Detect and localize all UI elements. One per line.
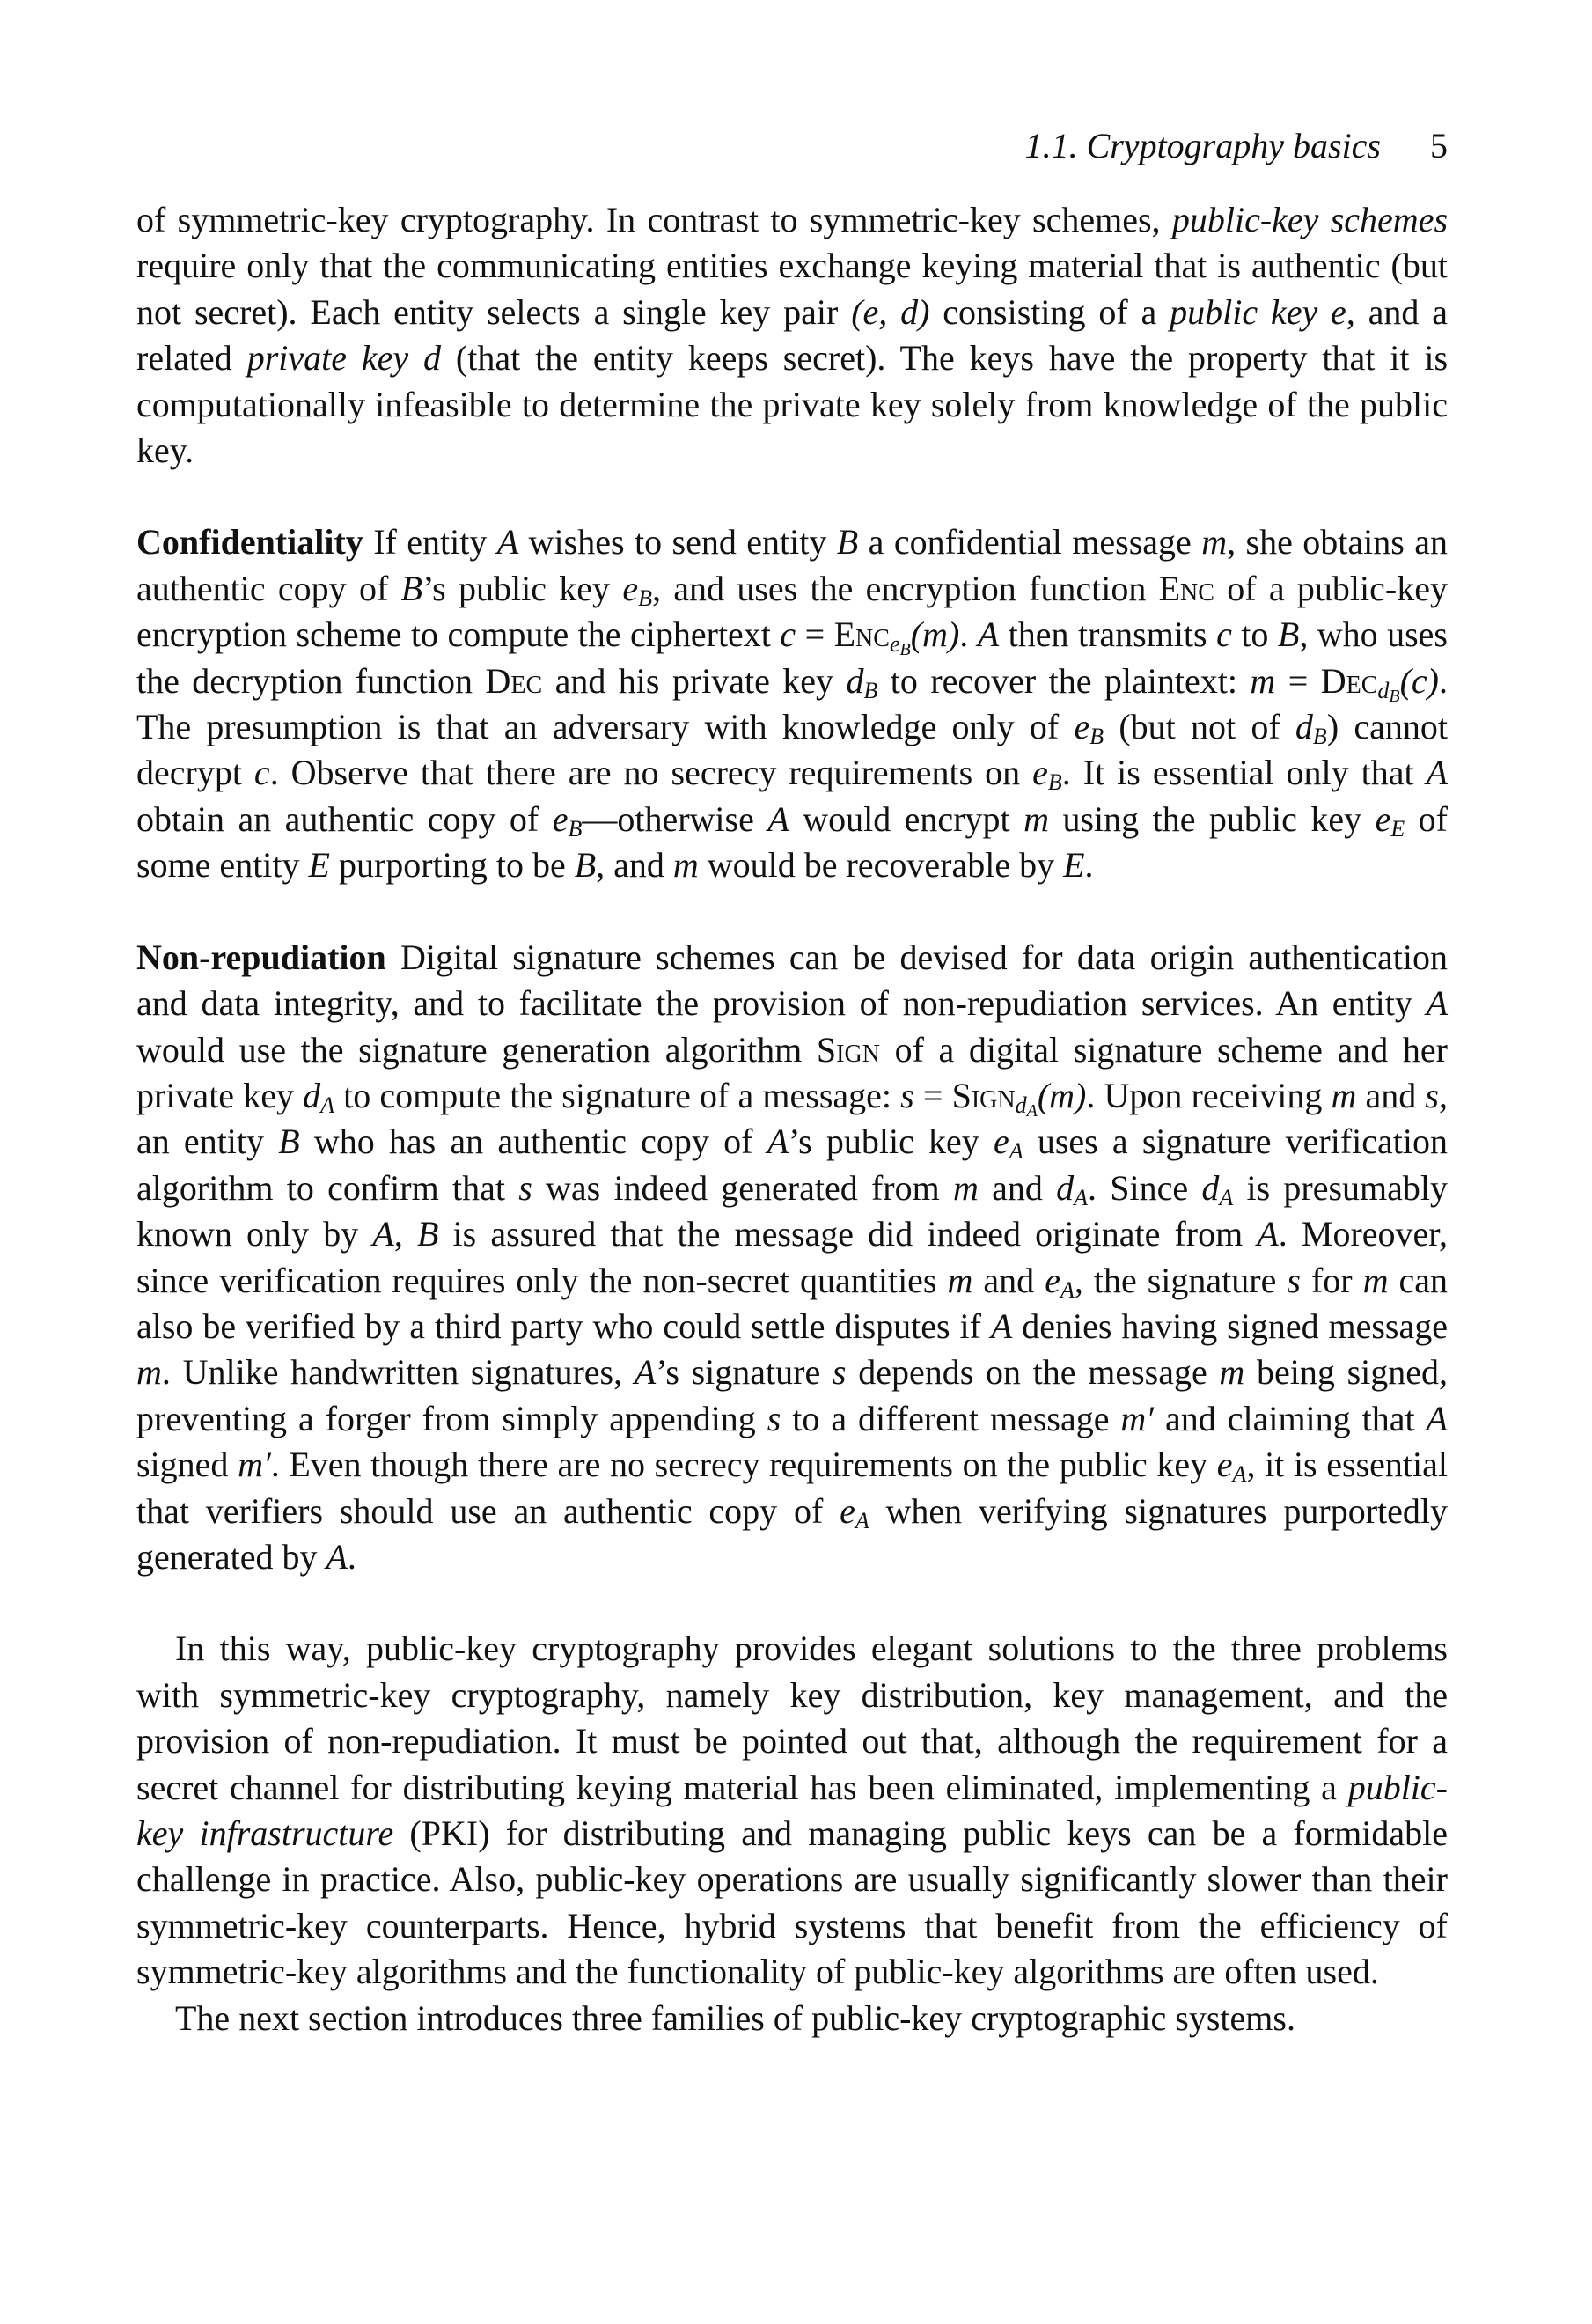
paragraph-next-section: The next section introduces three families of public-key cryptographic systems.	[175, 1997, 1295, 2038]
non-repudiation-heading: Non-repudiation	[136, 937, 386, 977]
page-number: 5	[1430, 126, 1448, 165]
section-title: 1.1. Cryptography basics	[1024, 126, 1381, 165]
paragraph-confidentiality: Confidentiality If entity A wishes to send entity B a confidential message m, she obtains an authentic copy of B’s public key $e_B$, and uses the encryption function Enc of a public-key encryption scheme to compute the ciphertext c = Enc$_{e_B}$(m). A then transmits c to B, who uses the decryption function Dec and his private key $d_B$ to recover the plaintext: m = Dec$_{d_B}$(c). The presumption is that an adversary with knowledge only of $e_B$ (but not of $d_B$) cannot decrypt c. Observe that there are no secrecy requirements on $e_B$. It is essential only that A obtain an authentic copy of $e_B—otherwise$ A would encrypt m using the public key $e_E$ of some entity E purporting to be B, and m would be recoverable by E.	[136, 522, 1449, 886]
running-header	[136, 123, 1448, 169]
confidentiality-heading: Confidentiality	[136, 522, 363, 563]
paragraph-public-key-intro: of symmetric-key cryptography. In contrast to symmetric-key schemes, public-key schemes require only that the communicating entities exchange keying material that is authentic (but not secret). Each entity selects a single key pair (e, d) consisting of a public key e, and a related private key d (that the entity keeps secret). The keys have the property that it is computationally infeasible to determine the private key solely from knowledge of the public key.	[136, 200, 1449, 471]
book-page	[136, 123, 1448, 2041]
paragraph-non-repudiation: Non-repudiation Digital signature schemes can be devised for data origin authentication and data integrity, and to facilitate the provision of non-repudiation services. An entity A would use the signature generation algorithm Sign of a digital signature scheme and her private key $d_A$ to compute the signature of a message: s = Sign$_{d_A}$(m). Upon receiving m and s, an entity B who has an authentic copy of A’s public key $e_A$ uses a signature verification algorithm to confirm that s was indeed generated from m and $d_A$. Since $d_A$ is presumably known only by A, B is assured that the message did indeed originate from A. Moreover, since verification requires only the non-secret quantities m and $e_A$, the signature s for m can also be verified by a third party who could settle disputes if A denies having signed message m. Unlike handwritten signatures, A’s signature s depends on the message m being signed, preventing a forger from simply appending s to a different message m′ and claiming that A signed m′. Even though there are no secrecy requirements on the public key $e_A$, it is essential that verifiers should use an authentic copy of $e_A$ when verifying signatures purportedly generated by A.	[136, 937, 1449, 1577]
paragraph-summary: In this way, public-key cryptography provides elegant solutions to the three problems with symmetric-key cryptography, namely key distribution, key management, and the provision of non-repudiation. It must be pointed out that, although the requirement for a secret channel for distributing keying material has been eliminated, implementing a public-key infrastructure (PKI) for distributing and managing public keys can be a formidable challenge in practice. Also, public-key operations are usually significantly slower than their symmetric-key counterparts. Hence, hybrid systems that benefit from the efficiency of symmetric-key algorithms and the functionality of public-key algorithms are often used.	[136, 1629, 1448, 1992]
